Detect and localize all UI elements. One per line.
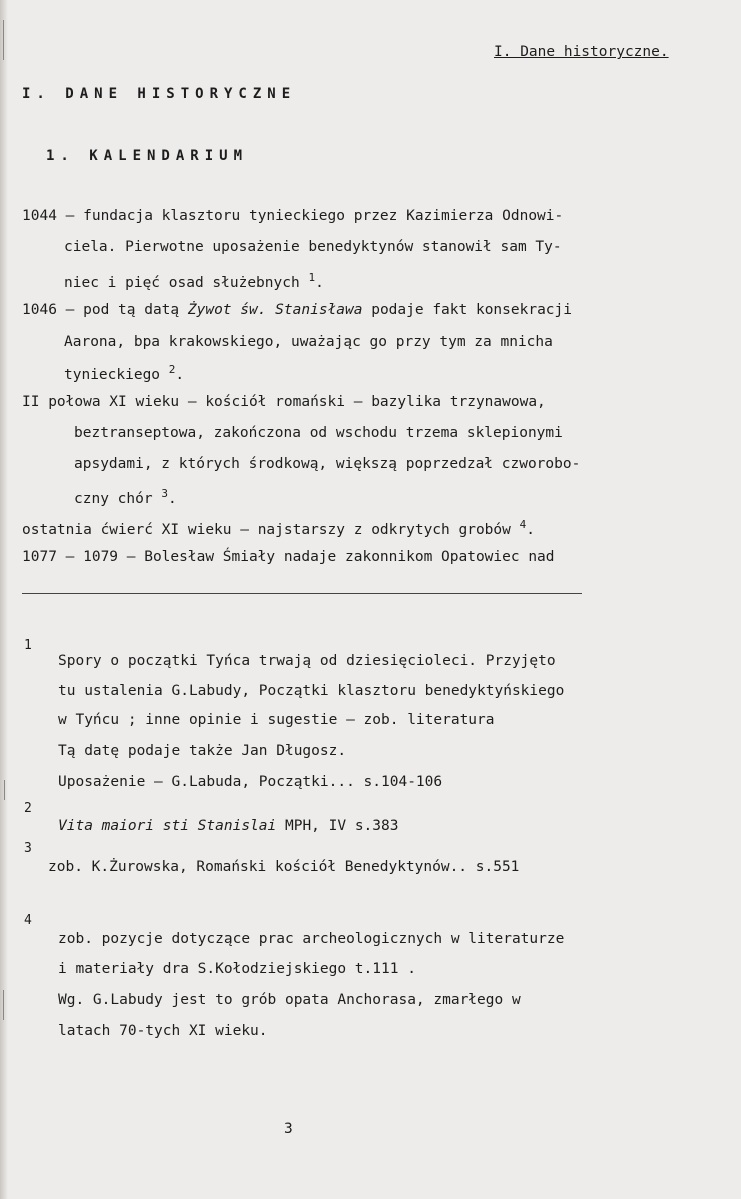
scan-edge-mark xyxy=(3,20,4,60)
scan-edge-mark xyxy=(4,780,5,800)
footnote-ref: 1 xyxy=(308,271,316,284)
entry-xi-line: II połowa XI wieku – kościół romański – bazylika trzynawowa, xyxy=(22,394,546,410)
page-number: 3 xyxy=(284,1121,293,1137)
footnote-line: latach 70-tych XI wieku. xyxy=(58,1023,268,1039)
entry-text: tynieckiego xyxy=(64,367,169,383)
entry-1046-line: Aarona, bpa krakowskiego, uważając go przy tym za mnicha xyxy=(64,334,553,350)
footnote-text: MPH, IV s.383 xyxy=(276,818,399,834)
entry-xi-line: beztranseptowa, zakończona od wschodu trzema sklepionymi xyxy=(74,425,563,441)
footnote-line xyxy=(58,817,398,835)
scan-edge-mark xyxy=(3,990,4,1020)
footnote-line: Uposażenie – G.Labuda, Początki... s.104-106 xyxy=(58,774,443,790)
entry-text: . xyxy=(167,491,177,507)
footnote-line: Tą datę podaje także Jan Długosz. xyxy=(58,743,347,759)
footnote-number: 2 xyxy=(24,801,32,816)
footnote-ref: 2 xyxy=(168,363,176,376)
entry-xi-line: apsydami, z których środkową, większą poprzedzał czworobo- xyxy=(74,456,581,472)
entry-text: . xyxy=(526,522,535,538)
entry-1044-line xyxy=(64,269,324,292)
cited-title: Żywot św. Stanisława xyxy=(187,302,363,318)
entry-1046-line xyxy=(64,361,184,384)
section-title: 1. KALENDARIUM xyxy=(46,148,249,164)
footnote-ref: 4 xyxy=(519,518,527,531)
entry-text: niec i pięć osad służebnych xyxy=(64,275,309,291)
entry-1044-line: ciela. Pierwotne uposażenie benedyktynów stanowił sam Ty- xyxy=(64,239,562,255)
footnote-line: w Tyńcu ; inne opinie i sugestie – zob. literatura xyxy=(58,712,495,728)
entry-1046-line xyxy=(22,301,572,319)
entry-text: 1046 – pod tą datą xyxy=(22,302,188,318)
entry-1044-line: 1044 – fundacja klasztoru tynieckiego przez Kazimierza Odnowi- xyxy=(22,208,564,224)
footnote-number: 4 xyxy=(24,913,32,928)
footnote-separator xyxy=(22,593,582,594)
footnote-ref: 3 xyxy=(161,487,168,500)
entry-last-quarter-line xyxy=(22,516,535,539)
chapter-title: I. DANE HISTORYCZNE xyxy=(22,86,297,102)
entry-xi-line xyxy=(74,485,177,508)
running-header: I. Dane historyczne. xyxy=(494,44,669,60)
cited-title: Vita maiori sti Stanislai xyxy=(58,818,277,834)
footnote-line: zob. pozycje dotyczące prac archeologicznych w literaturze xyxy=(58,931,565,947)
entry-text: ostatnia ćwierć XI wieku – najstarszy z odkrytych grobów xyxy=(22,522,520,538)
entry-text: podaje fakt konsekracji xyxy=(362,302,572,318)
scan-left-edge xyxy=(0,0,8,1199)
entry-text: . xyxy=(175,367,185,383)
footnote-number: 3 xyxy=(24,841,32,856)
entry-text: . xyxy=(315,275,324,291)
footnote-line: zob. K.Żurowska, Romański kościół Benedyktynów.. s.551 xyxy=(48,859,520,875)
footnote-line: Spory o początki Tyńca trwają od dziesięcioleci. Przyjęto xyxy=(58,653,556,669)
footnote-number: 1 xyxy=(24,638,32,653)
entry-text: czny chór xyxy=(74,491,162,507)
footnote-line: tu ustalenia G.Labudy, Początki klasztoru benedyktyńskiego xyxy=(58,683,565,699)
entry-1077-line: 1077 – 1079 – Bolesław Śmiały nadaje zakonnikom Opatowiec nad xyxy=(22,549,555,565)
footnote-line: Wg. G.Labudy jest to grób opata Anchorasa, zmarłego w xyxy=(58,992,521,1008)
footnote-line: i materiały dra S.Kołodziejskiego t.111 . xyxy=(58,961,416,977)
